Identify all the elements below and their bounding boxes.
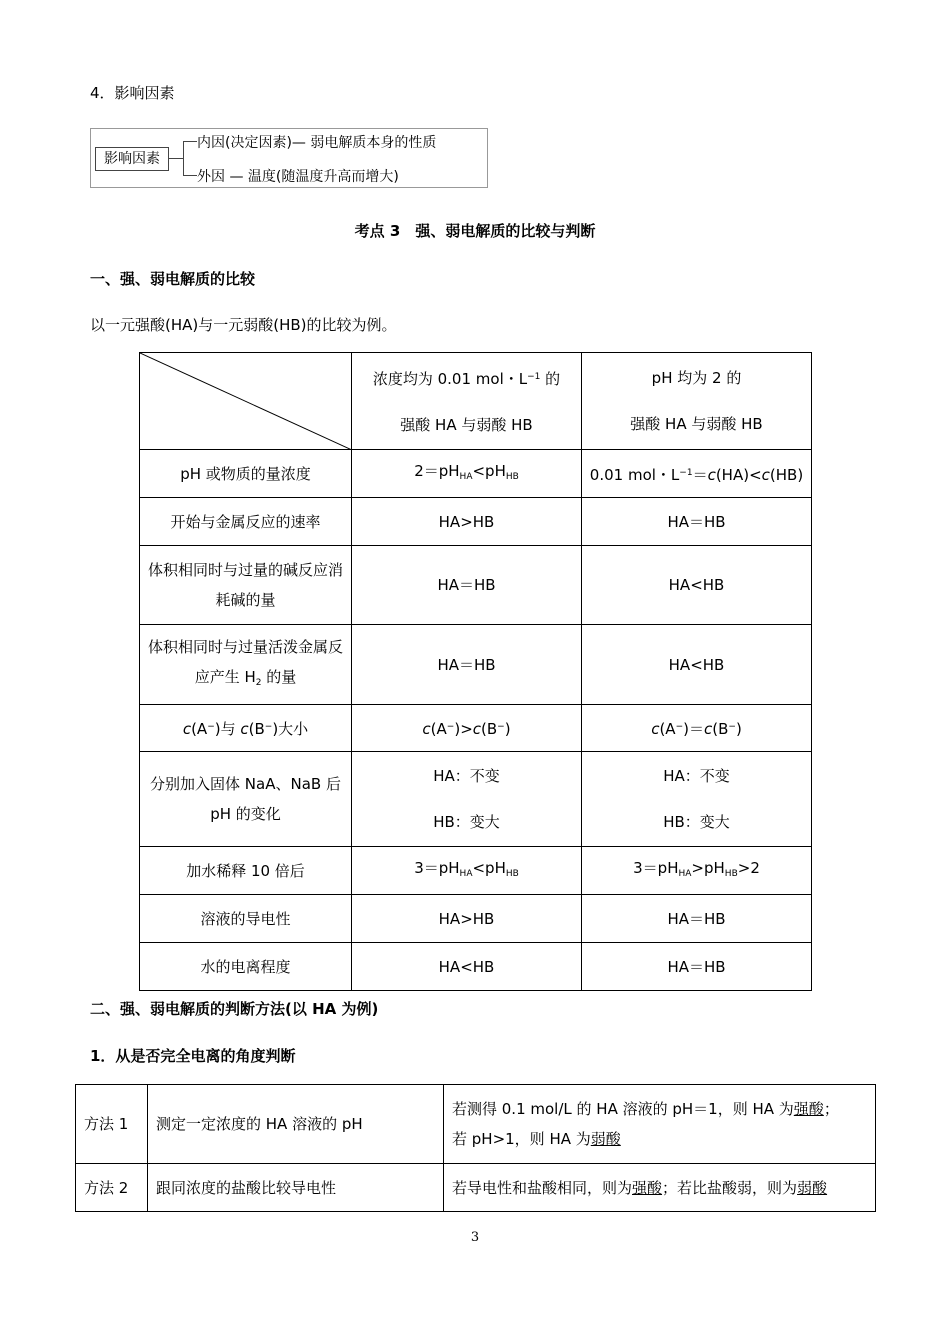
cell-c1: HA>HB xyxy=(352,498,582,546)
table-row xyxy=(140,625,812,705)
method-result: 若测得 0.1 mol/L 的 HA 溶液的 pH＝1，则 HA 为强酸； 若 pH>1，则 HA 为弱酸 xyxy=(444,1085,876,1164)
table-row xyxy=(140,546,812,625)
method-name: 方法 2 xyxy=(76,1164,148,1212)
cell-c2: HA：不变 HB：变大 xyxy=(582,752,812,847)
row-label: 开始与金属反应的速率 xyxy=(140,498,352,546)
diagonal-corner-cell xyxy=(140,353,352,450)
method-desc: 测定一定浓度的 HA 溶液的 pH xyxy=(148,1085,444,1164)
row-label: 体积相同时与过量的碱反应消耗碱的量 xyxy=(140,546,352,625)
influence-factors-diagram xyxy=(90,128,488,188)
cell-c2: $3=pH_{HA}>pH_{HB}>2$ xyxy=(582,847,812,895)
row-label: 体积相同时与过量活泼金属反应产生 $H_2$ 的量 xyxy=(140,625,352,705)
row-label: 溶液的导电性 xyxy=(140,895,352,943)
method-name: 方法 1 xyxy=(76,1085,148,1164)
table-row xyxy=(140,498,812,546)
cell-c2: HA<HB xyxy=(582,625,812,705)
cell-c2: HA＝HB xyxy=(582,895,812,943)
diagram-root: 影响因素 xyxy=(95,147,169,171)
comparison-table xyxy=(139,352,812,991)
table-row xyxy=(140,752,812,847)
row-label: pH 或物质的量浓度 xyxy=(140,450,352,498)
table-row xyxy=(140,450,812,498)
method-desc: 跟同浓度的盐酸比较导电性 xyxy=(148,1164,444,1212)
cell-c1: c(A−)>c(B−) xyxy=(352,705,582,752)
cell-c1: HA＝HB xyxy=(352,546,582,625)
table-header-row xyxy=(140,353,812,450)
header-col2: pH 均为 2 的 强酸 HA 与弱酸 HB xyxy=(582,353,812,450)
cell-c1: HA：不变 HB：变大 xyxy=(352,752,582,847)
cell-c2: HA＝HB xyxy=(582,498,812,546)
page-number: 3 xyxy=(470,1230,480,1245)
row-label: 加水稀释 10 倍后 xyxy=(140,847,352,895)
part1-intro: 以一元强酸(HA)与一元弱酸(HB)的比较为例。 xyxy=(90,316,397,334)
cell-c1: $3=pH_{HA}<pH_{HB}$ xyxy=(352,847,582,895)
cell-c2: c(A−)＝c(B−) xyxy=(582,705,812,752)
method-result: 若导电性和盐酸相同，则为强酸；若比盐酸弱，则为弱酸 xyxy=(444,1164,876,1212)
cell-c2: HA<HB xyxy=(582,546,812,625)
header-col1: 浓度均为 0.01 mol・$L^{-1}$ 的 强酸 HA 与弱酸 HB xyxy=(352,353,582,450)
diagram-internal: 内因(决定因素)— 弱电解质本身的性质 xyxy=(197,135,437,151)
cell-c1: HA<HB xyxy=(352,943,582,991)
table-row xyxy=(140,943,812,991)
part2-sub1: 1．从是否完全电离的角度判断 xyxy=(90,1047,296,1065)
part1-heading: 一、强、弱电解质的比较 xyxy=(90,270,256,288)
table-row xyxy=(140,705,812,752)
table-row xyxy=(76,1085,876,1164)
part2-heading: 二、强、弱电解质的判断方法(以 HA 为例) xyxy=(90,1000,379,1018)
cell-c1: HA>HB xyxy=(352,895,582,943)
cell-c1: $2=pH_{HA}<pH_{HB}$ xyxy=(352,450,582,498)
topic-title: 考点 3 强、弱电解质的比较与判断 xyxy=(354,222,596,240)
cell-c2: 0.01 mol・$L^{-1}=c(HA)<c(HB)$ xyxy=(582,450,812,498)
methods-table xyxy=(75,1084,876,1212)
table-row xyxy=(140,847,812,895)
row-label: c(A−)与 c(B−)大小 xyxy=(140,705,352,752)
table-row xyxy=(140,895,812,943)
diagram-external: 外因 — 温度(随温度升高而增大) xyxy=(197,169,399,185)
diagonal-line xyxy=(140,353,352,450)
cell-c1: HA＝HB xyxy=(352,625,582,705)
row-label: 分别加入固体 NaA、NaB 后 pH 的变化 xyxy=(140,752,352,847)
row-label: 水的电离程度 xyxy=(140,943,352,991)
cell-c2: HA＝HB xyxy=(582,943,812,991)
table-row xyxy=(76,1164,876,1212)
section-heading: 4．影响因素 xyxy=(90,84,175,102)
